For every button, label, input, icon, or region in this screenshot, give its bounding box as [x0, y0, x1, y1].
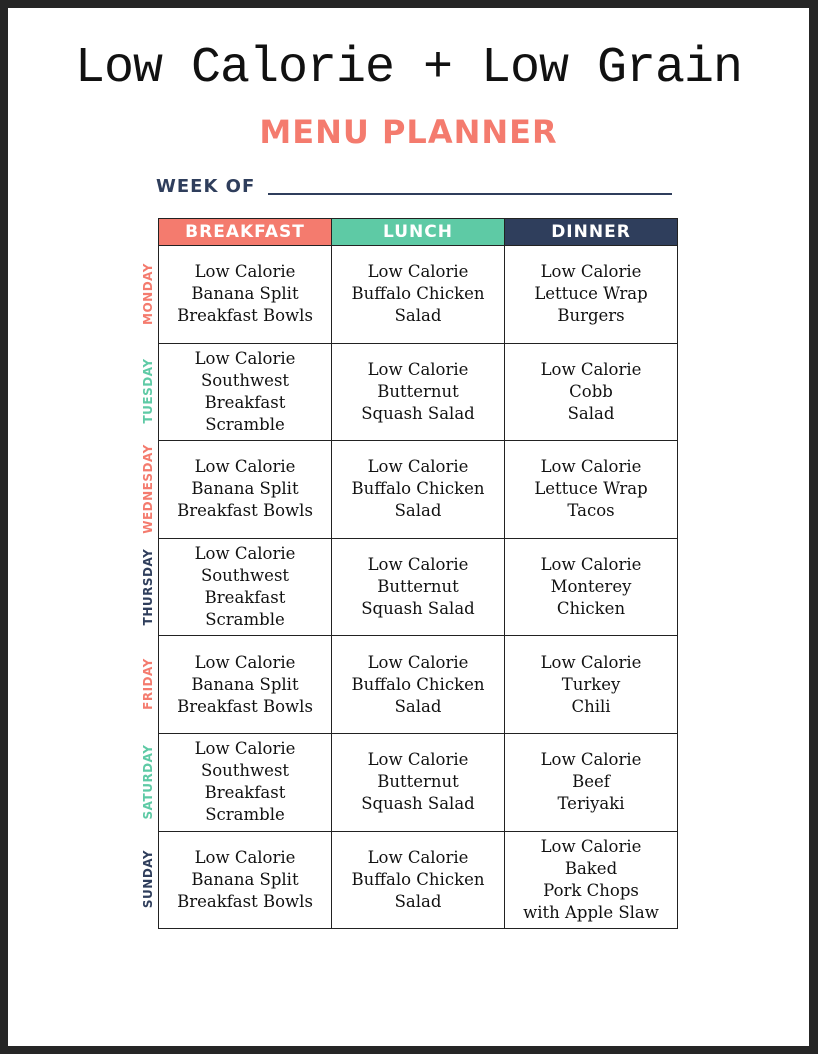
meal-cell: Low Calorie Butternut Squash Salad — [332, 538, 505, 636]
column-header-dinner: DINNER — [505, 219, 678, 246]
day-label-wednesday — [138, 440, 158, 538]
table-row — [159, 441, 678, 539]
week-of-label: WEEK OF — [156, 176, 256, 197]
day-label-text: SATURDAY — [141, 744, 155, 820]
table-row — [159, 246, 678, 344]
day-label-text: WEDNESDAY — [141, 444, 155, 534]
meal-cell: Low Calorie Monterey Chicken — [505, 538, 678, 636]
meal-cell: Low Calorie Buffalo Chicken Salad — [332, 441, 505, 539]
table-row — [159, 733, 678, 831]
table-row — [159, 343, 678, 441]
meal-cell: Low Calorie Beef Teriyaki — [505, 733, 678, 831]
week-of-line — [268, 193, 672, 195]
meal-cell: Low Calorie Lettuce Wrap Tacos — [505, 441, 678, 539]
day-label-tuesday — [138, 343, 158, 441]
day-label-text: THURSDAY — [141, 548, 155, 625]
day-label-friday — [138, 635, 158, 733]
page-title: Low Calorie + Low Grain — [74, 40, 743, 97]
table-row — [159, 636, 678, 734]
page-subtitle: MENU PLANNER — [259, 113, 558, 151]
day-label-text: FRIDAY — [141, 658, 155, 711]
day-label-text: MONDAY — [141, 262, 155, 325]
meal-cell: Low Calorie Butternut Squash Salad — [332, 733, 505, 831]
table-row — [159, 538, 678, 636]
menu-planner-page — [8, 8, 809, 1046]
meal-cell: Low Calorie Banana Split Breakfast Bowls — [159, 246, 332, 344]
day-label-sunday — [138, 831, 158, 929]
column-header-lunch: LUNCH — [332, 219, 505, 246]
meal-cell: Low Calorie Lettuce Wrap Burgers — [505, 246, 678, 344]
menu-header-row — [159, 219, 678, 246]
meal-cell: Low Calorie Cobb Salad — [505, 343, 678, 441]
meal-cell: Low Calorie Turkey Chili — [505, 636, 678, 734]
day-label-text: SUNDAY — [141, 850, 155, 909]
meal-cell: Low Calorie Southwest Breakfast Scramble — [159, 733, 332, 831]
meal-cell: Low Calorie Banana Split Breakfast Bowls — [159, 831, 332, 929]
menu-table — [158, 218, 678, 929]
table-row — [159, 831, 678, 929]
menu-body — [159, 246, 678, 929]
meal-cell: Low Calorie Southwest Breakfast Scramble — [159, 343, 332, 441]
meal-cell: Low Calorie Baked Pork Chops with Apple Slaw — [505, 831, 678, 929]
day-label-text: TUESDAY — [141, 358, 155, 424]
meal-cell: Low Calorie Banana Split Breakfast Bowls — [159, 636, 332, 734]
column-header-breakfast: BREAKFAST — [159, 219, 332, 246]
day-label-thursday — [138, 538, 158, 636]
meal-cell: Low Calorie Southwest Breakfast Scramble — [159, 538, 332, 636]
meal-cell: Low Calorie Buffalo Chicken Salad — [332, 831, 505, 929]
meal-cell: Low Calorie Butternut Squash Salad — [332, 343, 505, 441]
day-label-saturday — [138, 733, 158, 831]
meal-cell: Low Calorie Buffalo Chicken Salad — [332, 636, 505, 734]
day-labels — [138, 245, 158, 928]
meal-cell: Low Calorie Banana Split Breakfast Bowls — [159, 441, 332, 539]
day-label-monday — [138, 245, 158, 343]
meal-cell: Low Calorie Buffalo Chicken Salad — [332, 246, 505, 344]
